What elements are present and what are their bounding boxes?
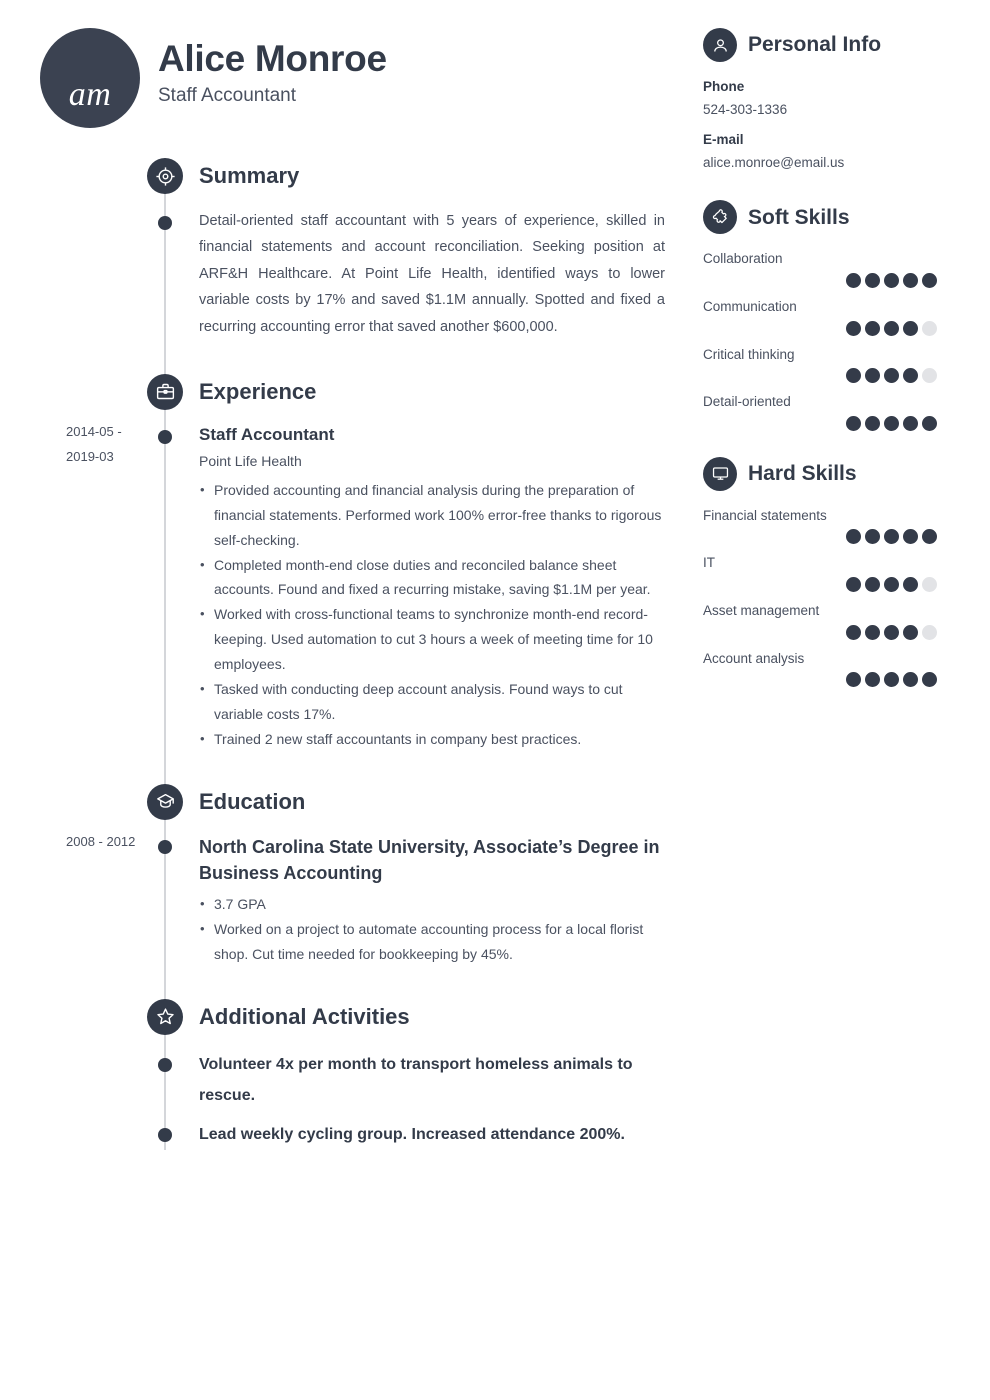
skill-name: Account analysis (703, 650, 805, 666)
rating-dot-filled (865, 529, 880, 544)
rating-dot-filled (884, 273, 899, 288)
contact-field (703, 76, 965, 121)
list-item: • 3.7 GPA (199, 892, 665, 917)
list-item: • Worked with cross-functional teams to synchronize month-end record-keeping. Used automation to cut 3 hours a week of meeting time for 10 employees. (199, 602, 665, 677)
contact-value-phone[interactable]: 524-303-1336 (703, 101, 788, 117)
list-item: • Worked on a project to automate accounting process for a local florist shop. Cut time needed for bookkeeping by 45%. (199, 917, 665, 967)
experience-bullets (199, 478, 665, 752)
skill-name: Detail-oriented (703, 394, 791, 410)
rating-dot-filled (865, 577, 880, 592)
rating-dot-filled (903, 529, 918, 544)
list-item: • Completed month-end close duties and reconciled balance sheet accounts. Found and fixed a recurring mistake, saving $1.1M per year. (199, 553, 665, 603)
skill-rating (703, 416, 965, 431)
timeline-dot (158, 430, 172, 444)
person-icon (703, 28, 737, 62)
activity-entry (40, 1049, 690, 1111)
rating-dot-empty (922, 368, 937, 383)
rating-dot-filled (903, 625, 918, 640)
rating-dot-filled (884, 577, 899, 592)
entry-title: Staff Accountant (199, 424, 335, 444)
skill-row (703, 552, 965, 592)
skill-row (703, 505, 965, 545)
section-summary (40, 158, 690, 340)
skill-rating (703, 529, 965, 544)
rating-dot-filled (922, 273, 937, 288)
rating-dot-filled (903, 672, 918, 687)
list-item: • Provided accounting and financial analysis during the preparation of financial statements. Performed work 100% error-free thanks to rigorous self-checking. (199, 478, 665, 553)
education-entry (40, 834, 690, 967)
skill-rating (703, 625, 965, 640)
rating-dot-filled (884, 368, 899, 383)
rating-dot-filled (865, 672, 880, 687)
skill-rating (703, 273, 965, 288)
experience-body (199, 424, 690, 752)
section-title-activities: Additional Activities (199, 1003, 410, 1029)
rating-dot-filled (922, 416, 937, 431)
entry-date: 2014-05 - 2019-03 (66, 423, 122, 464)
skill-name: Communication (703, 299, 797, 315)
rating-dot-filled (903, 321, 918, 336)
section-activities (40, 999, 690, 1151)
rating-dot-filled (846, 672, 861, 687)
sidebar-header-personal-info (703, 28, 965, 62)
activity-body (199, 1049, 690, 1111)
timeline (40, 158, 690, 1150)
star-icon (147, 999, 183, 1035)
page-title: Alice Monroe (158, 38, 387, 79)
rating-dot-empty (922, 577, 937, 592)
avatar (40, 28, 140, 128)
education-body (199, 834, 690, 967)
sidebar-header-soft-skills (703, 200, 965, 234)
puzzle-icon (703, 200, 737, 234)
entry-title: North Carolina State University, Associate’s Degree in Business Accounting (199, 836, 660, 883)
rating-dot-filled (884, 416, 899, 431)
sidebar-title-hard-skills: Hard Skills (748, 462, 857, 486)
section-header-activities (40, 999, 690, 1035)
skill-row (703, 296, 965, 336)
header-text (140, 28, 387, 108)
rating-dot-filled (903, 577, 918, 592)
section-education (40, 784, 690, 967)
skill-name: Collaboration (703, 251, 783, 267)
rating-dot-filled (884, 529, 899, 544)
timeline-dot (158, 1058, 172, 1072)
timeline-dot (158, 840, 172, 854)
skill-row (703, 248, 965, 288)
section-header-summary (40, 158, 690, 194)
activity-text: Lead weekly cycling group. Increased attendance 200%. (199, 1126, 625, 1144)
rating-dot-filled (846, 529, 861, 544)
rating-dot-filled (846, 577, 861, 592)
contact-label-email: E-mail (703, 132, 744, 148)
sidebar-section-personal-info (703, 28, 965, 174)
timeline-dot (158, 1128, 172, 1142)
skill-row (703, 344, 965, 384)
section-title-experience: Experience (199, 378, 317, 404)
sidebar-column (703, 28, 965, 695)
rating-dot-filled (846, 273, 861, 288)
skill-name: Asset management (703, 603, 820, 618)
activity-body (199, 1119, 690, 1150)
sidebar-header-hard-skills (703, 457, 965, 491)
sidebar-title-personal-info: Personal Info (748, 33, 882, 57)
skill-row (703, 648, 965, 688)
rating-dot-filled (846, 321, 861, 336)
rating-dot-filled (865, 273, 880, 288)
rating-dot-filled (865, 368, 880, 383)
section-title-education: Education (199, 788, 306, 814)
entry-company: Point Life Health (199, 452, 302, 469)
rating-dot-filled (846, 625, 861, 640)
summary-text: Detail-oriented staff accountant with 5 years of experience, skilled in financial statements and account reconciliation. Seeking position at ARF&H Healthcare. At Point Life Health, identified ways to lower variable costs by 17% and saved $1.1M annually. Spotted and fixed a recurring accounting error that saved another $600,000. (199, 213, 665, 335)
job-title: Staff Accountant (158, 85, 297, 107)
skill-rating (703, 672, 965, 687)
rating-dot-filled (884, 321, 899, 336)
sidebar-section-hard-skills (703, 457, 965, 687)
activity-entry (40, 1119, 690, 1150)
skill-name: IT (703, 555, 715, 571)
rating-dot-filled (903, 368, 918, 383)
section-header-education (40, 784, 690, 820)
timeline-dot (158, 216, 172, 230)
briefcase-icon (147, 374, 183, 410)
rating-dot-filled (884, 625, 899, 640)
skill-rating (703, 577, 965, 592)
avatar-initials: am (68, 76, 112, 113)
entry-date: 2008 - 2012 (66, 833, 136, 849)
rating-dot-filled (846, 416, 861, 431)
rating-dot-empty (922, 625, 937, 640)
target-icon (147, 158, 183, 194)
summary-entry (40, 208, 690, 340)
rating-dot-filled (922, 672, 937, 687)
resume-header (40, 28, 690, 132)
rating-dot-filled (865, 416, 880, 431)
rating-dot-filled (865, 321, 880, 336)
summary-body (199, 208, 690, 340)
rating-dot-filled (865, 625, 880, 640)
skill-name: Financial statements (703, 507, 827, 523)
sidebar-title-soft-skills: Soft Skills (748, 205, 850, 229)
skill-rating (703, 321, 965, 336)
section-experience (40, 374, 690, 752)
skill-row (703, 391, 965, 431)
skill-row (703, 600, 965, 640)
list-item: • Tasked with conducting deep account analysis. Found ways to cut variable costs 17%. (199, 677, 665, 727)
education-bullets (199, 892, 665, 967)
rating-dot-filled (922, 529, 937, 544)
rating-dot-filled (884, 672, 899, 687)
rating-dot-filled (903, 416, 918, 431)
list-item: • Trained 2 new staff accountants in company best practices. (199, 727, 665, 752)
contact-value-email[interactable]: alice.monroe@email.us (703, 154, 845, 170)
monitor-icon (703, 457, 737, 491)
experience-entry (40, 424, 690, 752)
section-header-experience (40, 374, 690, 410)
rating-dot-empty (922, 321, 937, 336)
contact-label-phone: Phone (703, 79, 745, 94)
sidebar-section-soft-skills (703, 200, 965, 430)
activity-text: Volunteer 4x per month to transport homeless animals to rescue. (199, 1055, 633, 1104)
skill-name: Critical thinking (703, 346, 795, 362)
contact-field (703, 129, 965, 174)
graduation-cap-icon (147, 784, 183, 820)
rating-dot-filled (846, 368, 861, 383)
rating-dot-filled (903, 273, 918, 288)
section-title-summary: Summary (199, 162, 300, 188)
skill-rating (703, 368, 965, 383)
